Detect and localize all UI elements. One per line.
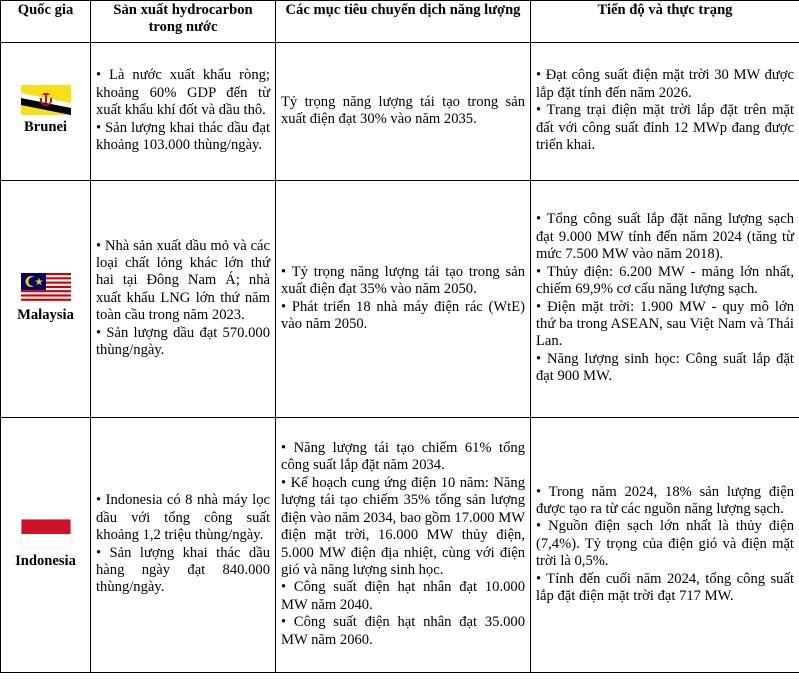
target-item: • Công suất điện hạt nhân đạt 10.000 MW năm 2040. (281, 579, 525, 613)
target-item: • Năng lượng tái tạo chiếm 61% tổng công suất lắp đặt năm 2034. (281, 440, 525, 474)
country-cell-brunei (1, 43, 91, 181)
table-row-malaysia (1, 181, 799, 418)
production-item: • Là nước xuất khẩu ròng; khoảng 60% GDP đến từ xuất khẩu khí đốt và dầu thô. (96, 67, 270, 119)
table-row-indonesia (1, 418, 799, 673)
country-name: Indonesia (15, 552, 76, 569)
progress-cell (531, 418, 799, 673)
production-cell (91, 181, 276, 418)
progress-item: • Thủy điện: 6.200 MW - mảng lớn nhất, chiếm 69,9% cơ cấu năng lượng sạch. (536, 263, 794, 298)
header-row (1, 1, 799, 43)
progress-item: • Năng lượng sinh học: Công suất lắp đặt đạt 900 MW. (536, 350, 794, 385)
country-cell-indonesia (1, 418, 91, 673)
targets-cell (276, 43, 531, 181)
brunei-flag-icon (21, 85, 71, 115)
target-item: • Tỷ trọng năng lượng tái tạo trong sản xuất điện đạt 35% vào năm 2050. (281, 263, 525, 298)
production-item: • Sản lượng khai thác dầu đạt khoảng 103.000 thùng/ngày. (96, 119, 270, 154)
production-cell (91, 43, 276, 181)
production-item: • Nhà sản xuất dầu mỏ và các loại chất lỏng khác lớn thứ hai tại Đông Nam Á; nhà xuất khẩu LNG lớn thứ năm toàn cầu trong năm 2023. (96, 237, 270, 324)
production-item: • Sản lượng dầu đạt 570.000 thùng/ngày. (96, 324, 270, 359)
progress-item: • Trang trại điện mặt trời lắp đặt trên mặt đất với công suất đỉnh 12 MWp đang được triển khai. (536, 102, 794, 154)
header-progress: Tiến độ và thực trạng (531, 1, 799, 43)
progress-item: • Đạt công suất điện mặt trời 30 MW được lắp đặt tính đến năm 2026. (536, 67, 794, 101)
country-name: Malaysia (17, 306, 74, 323)
country-cell-malaysia (1, 181, 91, 418)
progress-cell (531, 43, 799, 181)
progress-cell (531, 181, 799, 418)
target-item: • Công suất điện hạt nhân đạt 35.000 MW năm 2060. (281, 614, 525, 648)
targets-cell (276, 181, 531, 418)
header-targets: Các mục tiêu chuyển dịch năng lượng (276, 1, 531, 43)
header-country: Quốc gia (1, 1, 91, 43)
table-row-brunei (1, 43, 799, 181)
target-item: Tỷ trọng năng lượng tái tạo trong sản xuất điện đạt 30% vào năm 2035. (281, 93, 525, 127)
progress-item: • Trong năm 2024, 18% sản lượng điện được tạo ra từ các nguồn năng lượng sạch. (536, 483, 794, 517)
progress-item: • Nguồn điện sạch lớn nhất là thủy điện (7,4%). Tỷ trọng của điện gió và điện mặt trời là 0,5%. (536, 518, 794, 570)
header-production: Sản xuất hydrocarbon trong nước (91, 1, 276, 43)
target-item: • Kế hoạch cung ứng điện 10 năm: Năng lượng tái tạo chiếm 35% tổng sản lượng điện vào năm 2034, bao gồm 17.000 MW điện mặt trời, 16.000 MW thủy điện, 5.000 MW điện địa nhiệt, cùng với điện gió và năng lượng sinh học. (281, 474, 525, 578)
targets-cell (276, 418, 531, 673)
production-cell (91, 418, 276, 673)
target-item: • Phát triển 18 nhà máy điện rác (WtE) vào năm 2050. (281, 298, 525, 332)
indonesia-flag-icon (21, 519, 71, 549)
production-item: • Sản lượng khai thác dầu hàng ngày đạt 840.000 thùng/ngày. (96, 544, 270, 596)
progress-item: • Tính đến cuối năm 2024, tổng công suất lắp đặt điện mặt trời đạt 717 MW. (536, 570, 794, 605)
progress-item: • Tổng công suất lắp đặt năng lượng sạch đạt 9.000 MW tính đến năm 2024 (tăng từ mức 7.500 MW vào năm 2018). (536, 211, 794, 263)
malaysia-flag-icon (21, 273, 71, 303)
production-item: • Indonesia có 8 nhà máy lọc dầu với tổng công suất khoảng 1,2 triệu thùng/ngày. (96, 492, 270, 544)
progress-item: • Điện mặt trời: 1.900 MW - quy mô lớn thứ ba trong ASEAN, sau Việt Nam và Thái Lan. (536, 298, 794, 350)
country-name: Brunei (24, 119, 67, 136)
